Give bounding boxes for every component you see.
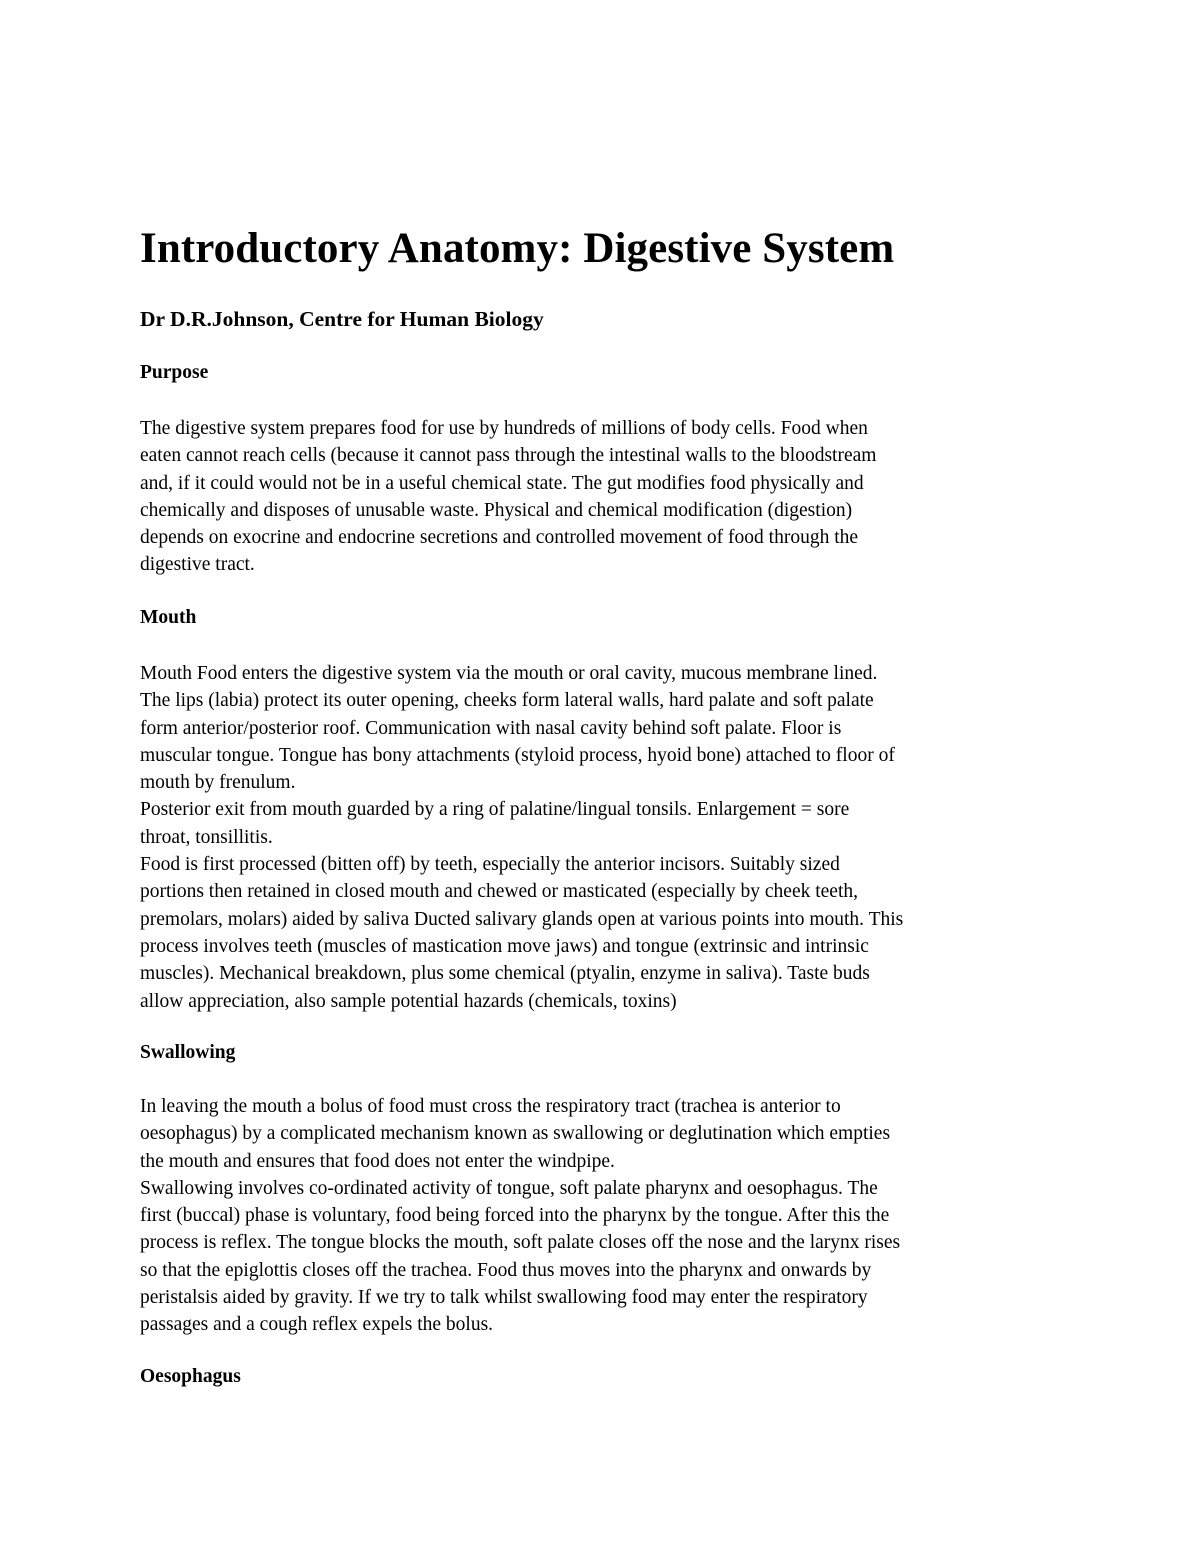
text-line: so that the epiglottis closes off the trachea. Food thus moves into the pharynx and onwards by [140, 1259, 872, 1281]
section-paragraph-mouth [140, 660, 1070, 1015]
text-line: the mouth and ensures that food does not enter the windpipe. [140, 1150, 615, 1172]
text-line: process involves teeth (muscles of mastication move jaws) and tongue (extrinsic and intrinsic [140, 935, 869, 957]
text-line: peristalsis aided by gravity. If we try to talk whilst swallowing food may enter the respiratory [140, 1287, 868, 1309]
text-line: passages and a cough reflex expels the bolus. [140, 1314, 494, 1336]
text-line: The lips (labia) protect its outer opening, cheeks form lateral walls, hard palate and soft palate [140, 690, 874, 712]
text-line: chemically and disposes of unusable waste. Physical and chemical modification (digestion) [140, 499, 853, 521]
text-line: Posterior exit from mouth guarded by a ring of palatine/lingual tonsils. Enlargement = sore [140, 799, 850, 821]
text-line: muscular tongue. Tongue has bony attachments (styloid process, hyoid bone) attached to floor of [140, 744, 895, 766]
section-paragraph-purpose [140, 415, 1070, 579]
text-line: first (buccal) phase is voluntary, food being forced into the pharynx by the tongue. After this the [140, 1205, 890, 1227]
text-line: The digestive system prepares food for use by hundreds of millions of body cells. Food when [140, 418, 868, 439]
document-title: Introductory Anatomy: Digestive System [140, 225, 895, 272]
text-line: allow appreciation, also sample potential hazards (chemicals, toxins) [140, 990, 677, 1012]
text-line: premolars, molars) aided by saliva Ducted salivary glands open at various points into mouth. This [140, 908, 904, 930]
text-line: portions then retained in closed mouth and chewed or masticated (especially by cheek teeth, [140, 881, 858, 903]
section-paragraph-swallowing [140, 1093, 1070, 1339]
text-line: form anterior/posterior roof. Communication with nasal cavity behind soft palate. Floor is [140, 717, 842, 739]
text-line: and, if it could would not be in a useful chemical state. The gut modifies food physically and [140, 472, 864, 494]
text-line: eaten cannot reach cells (because it cannot pass through the intestinal walls to the bloodstream [140, 445, 877, 467]
text-line: muscles). Mechanical breakdown, plus some chemical (ptyalin, enzyme in saliva). Taste buds [140, 963, 870, 985]
text-line: digestive tract. [140, 554, 255, 576]
text-line: mouth by frenulum. [140, 772, 296, 794]
section-heading-swallowing: Swallowing [140, 1042, 236, 1063]
section-heading-mouth: Mouth [140, 607, 197, 628]
text-line: Mouth Food enters the digestive system via the mouth or oral cavity, mucous membrane lined. [140, 663, 878, 684]
document-author: Dr D.R.Johnson, Centre for Human Biology [140, 307, 544, 331]
text-line: process is reflex. The tongue blocks the mouth, soft palate closes off the nose and the larynx rises [140, 1232, 901, 1254]
section-heading-oesophagus: Oesophagus [140, 1366, 241, 1387]
text-line: Swallowing involves co-ordinated activity of tongue, soft palate pharynx and oesophagus. The [140, 1177, 878, 1199]
text-line: Food is first processed (bitten off) by teeth, especially the anterior incisors. Suitably sized [140, 854, 840, 876]
section-heading-purpose: Purpose [140, 362, 209, 383]
text-line: oesophagus) by a complicated mechanism known as swallowing or deglutination which empties [140, 1123, 891, 1145]
text-line: depends on exocrine and endocrine secretions and controlled movement of food through the [140, 527, 859, 549]
text-line: throat, tonsillitis. [140, 826, 273, 848]
document-page [140, 222, 1070, 1387]
text-line: In leaving the mouth a bolus of food must cross the respiratory tract (trachea is anterior to [140, 1096, 841, 1117]
